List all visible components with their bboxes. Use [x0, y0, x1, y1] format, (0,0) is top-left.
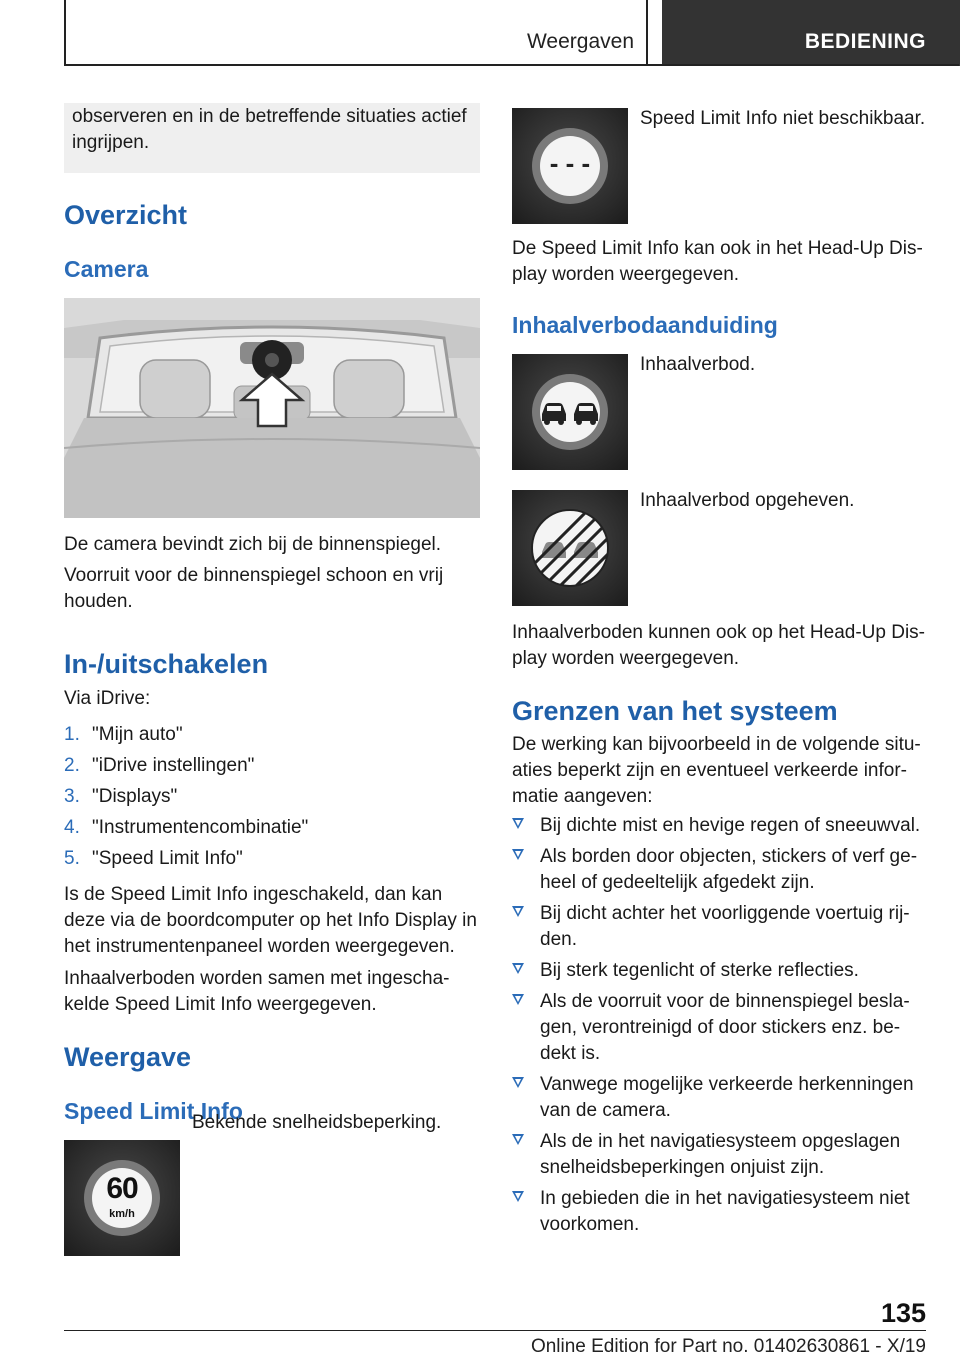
intro-note-box — [64, 103, 480, 173]
footer-edition-text: Online Edition for Part no. 01402630861 - X/19 — [530, 1336, 926, 1357]
triangle-bullet-icon — [512, 906, 524, 917]
camera-paragraph-1: De camera bevindt zich bij de binnenspiegel. — [64, 534, 442, 555]
heading-weergave: Weergave — [64, 1042, 192, 1072]
heading-camera: Camera — [64, 256, 149, 282]
step-item: 3. "Displays" — [64, 786, 178, 807]
header-chapter-title: BEDIENING — [804, 30, 926, 53]
idrive-steps-list — [64, 724, 308, 879]
triangle-bullet-icon — [512, 849, 524, 860]
unavailable-dashes: - - - — [549, 148, 591, 178]
grenzen-intro: De werking kan bijvoorbeeld in de volgende situ-aties beperkt zijn en eventueel verkeerde infor-matie aangeven: — [512, 734, 921, 807]
triangle-bullet-icon — [512, 818, 524, 829]
step-text: "iDrive instellingen" — [92, 755, 255, 776]
sign-end-no-overtaking-caption: Inhaalverbod opgeheven. — [640, 490, 855, 511]
speed-limit-value: 60 — [106, 1172, 138, 1205]
limitation-item: Als borden door objecten, stickers of verf ge-heel of gedeeltelijk afgedekt zijn. — [512, 844, 928, 896]
header-section-title: Weergaven — [526, 30, 634, 53]
header-chapter — [662, 0, 960, 66]
triangle-bullet-icon — [512, 1077, 524, 1088]
limitations-list — [512, 813, 928, 1243]
heading-grenzen-van-het-systeem: Grenzen van het systeem — [512, 696, 838, 726]
limitation-item: Bij dichte mist en hevige regen of sneeuwval. — [512, 813, 928, 839]
via-idrive-text: Via iDrive: — [64, 688, 151, 709]
step-text: "Instrumentencombinatie" — [92, 817, 309, 838]
end-no-overtaking-sign-icon — [512, 490, 628, 606]
limitation-item: In gebieden die in het navigatiesysteem niet voorkomen. — [512, 1186, 928, 1238]
sli-paragraph-2: Inhaalverboden worden samen met ingescha-kelde Speed Limit Info weergegeven. — [64, 968, 450, 1015]
sign-60-caption: Bekende snelheidsbeperking. — [192, 1112, 442, 1133]
step-text: "Mijn auto" — [92, 724, 183, 745]
limitation-item: Vanwege mogelijke verkeerde herkenningen van de camera. — [512, 1072, 928, 1124]
intro-note-text: observeren en in de betreffende situaties actief ingrijpen. — [72, 106, 467, 153]
step-item: 5. "Speed Limit Info" — [64, 848, 243, 869]
step-text: "Speed Limit Info" — [92, 848, 243, 869]
triangle-bullet-icon — [512, 1134, 524, 1145]
triangle-bullet-icon — [512, 1191, 524, 1202]
no-overtaking-sign-icon — [512, 354, 628, 470]
triangle-bullet-icon — [512, 963, 524, 974]
camera-paragraph-2: Voorruit voor de binnenspiegel schoon en vrij houden. — [64, 565, 444, 612]
heading-overzicht: Overzicht — [64, 200, 188, 230]
header-rule — [64, 64, 959, 66]
header-section — [66, 0, 648, 64]
hud-paragraph-2: Inhaalverboden kunnen ook op het Head-Up Dis-play worden weergegeven. — [512, 622, 925, 669]
speed-limit-60-sign-icon — [64, 1140, 180, 1256]
footer-rule — [64, 1330, 926, 1331]
heading-in-uitschakelen: In-/uitschakelen — [64, 649, 269, 679]
limitation-item: Als de voorruit voor de binnenspiegel besla-gen, verontreinigd of door stickers enz. be-dekt is. — [512, 989, 928, 1067]
speed-limit-unit: km/h — [109, 1208, 135, 1220]
sign-unavailable-caption: Speed Limit Info niet beschikbaar. — [640, 108, 926, 129]
step-item: 4. "Instrumentencombinatie" — [64, 817, 309, 838]
limitation-item: Als de in het navigatiesysteem opgeslagen snelheidsbeperkingen onjuist zijn. — [512, 1129, 928, 1181]
sign-no-overtaking-caption: Inhaalverbod. — [640, 354, 756, 375]
page-number: 135 — [880, 1298, 926, 1328]
limitation-item: Bij dicht achter het voorliggende voertuig rij-den. — [512, 901, 928, 953]
limitation-item: Bij sterk tegenlicht of sterke reflecties. — [512, 958, 928, 984]
step-item: 1. "Mijn auto" — [64, 724, 183, 745]
triangle-bullet-icon — [512, 994, 524, 1005]
step-item: 2. "iDrive instellingen" — [64, 755, 255, 776]
camera-location-photo — [64, 298, 480, 518]
heading-speed-limit-info: Speed Limit Info — [64, 1098, 243, 1124]
speed-limit-unavailable-sign-icon — [512, 108, 628, 224]
hud-paragraph: De Speed Limit Info kan ook in het Head-Up Dis-play worden weergegeven. — [512, 238, 923, 285]
heading-inhaalverbodaanduiding: Inhaalverbodaanduiding — [512, 312, 778, 338]
sli-paragraph-1: Is de Speed Limit Info ingeschakeld, dan kan deze via de boordcomputer op het Info Display in het instrumentenpaneel worden weergegeven. — [64, 884, 477, 957]
step-text: "Displays" — [92, 786, 178, 807]
